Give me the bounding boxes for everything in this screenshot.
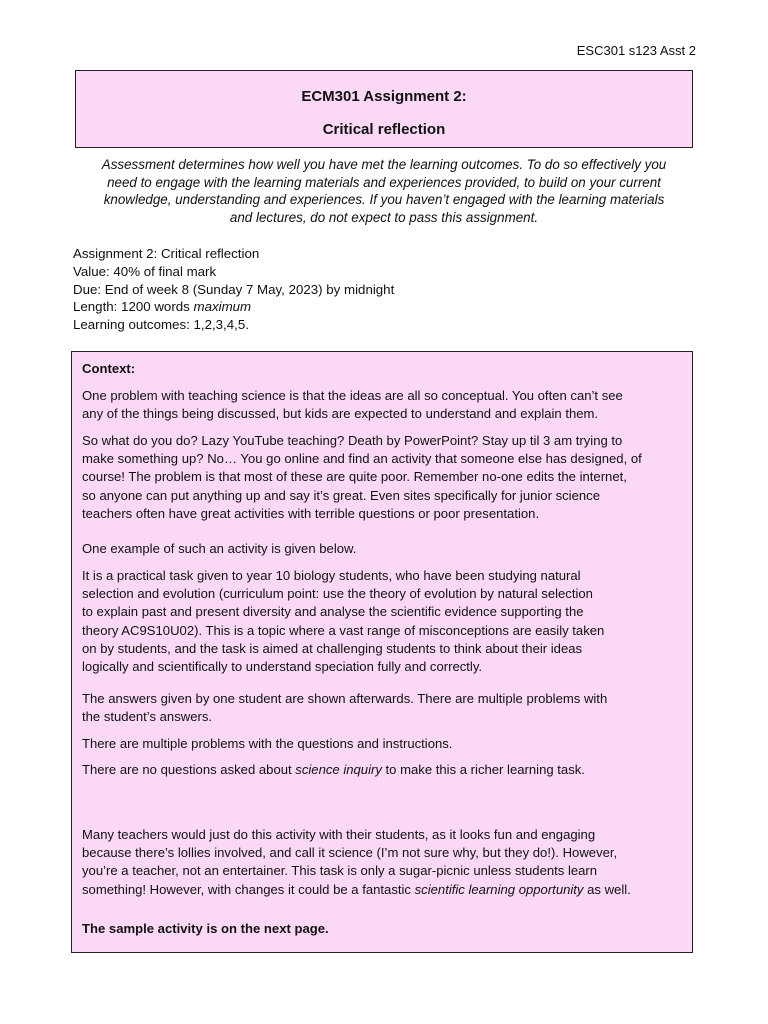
paragraph-line: [82, 881, 631, 899]
detail-outcomes: Learning outcomes: 1,2,3,4,5.: [73, 317, 249, 333]
assessment-intro: [78, 156, 690, 226]
paragraph-line: to explain past and present diversity and analyse the scientific evidence supporting the: [82, 604, 584, 620]
p7-text-end: to make this a richer learning task.: [381, 762, 585, 777]
intro-line: need to engage with the learning materials and experiences provided, to build on your current: [107, 174, 661, 190]
context-box: [71, 351, 693, 953]
intro-line: knowledge, understanding and experiences. If you haven’t engaged with the learning materials: [103, 192, 665, 208]
context-paragraph-6: There are multiple problems with the questions and instructions.: [82, 736, 453, 751]
p8-emphasis: scientific learning opportunity: [414, 881, 584, 897]
intro-line: and lectures, do not expect to pass this assignment.: [229, 209, 539, 225]
paragraph-line: make something up? No… You go online and find an activity that someone else has designed, of: [82, 451, 642, 467]
p7-emphasis: science inquiry: [295, 762, 382, 777]
detail-length: [73, 298, 394, 316]
context-heading: Context:: [82, 361, 136, 376]
paragraph-line: logically and scientifically to understand speciation fully and correctly.: [82, 659, 483, 675]
paragraph-line: One problem with teaching science is that the ideas are all so conceptual. You often can’t see: [82, 388, 623, 403]
context-paragraph-7: [82, 761, 585, 779]
detail-due: Due: End of week 8 (Sunday 7 May, 2023) by midnight: [73, 281, 395, 297]
paragraph-line: It is a practical task given to year 10 biology students, who have been studying natural: [82, 568, 581, 583]
paragraph-line: the student’s answers.: [82, 709, 213, 725]
assignment-title: ECM301 Assignment 2:: [301, 88, 467, 105]
paragraph-line: you’re a teacher, not an entertainer. This task is only a sugar-picnic unless students learn: [82, 863, 598, 879]
p8-text-end: as well.: [583, 881, 631, 897]
paragraph-line: selection and evolution (curriculum point: use the theory of evolution by natural selection: [82, 586, 593, 602]
paragraph-line: theory AC9S10U02). This is a topic where a vast range of misconceptions are easily taken: [82, 622, 605, 638]
paragraph-line: So what do you do? Lazy YouTube teaching? Death by PowerPoint? Stay up til 3 am trying to: [82, 433, 623, 448]
paragraph-line: any of the things being discussed, but kids are expected to understand and explain them.: [82, 406, 599, 422]
detail-value: Value: 40% of final mark: [73, 263, 217, 279]
context-paragraph-5: [82, 690, 607, 726]
p8-text: something! However, with changes it could be a fantastic: [82, 881, 415, 897]
paragraph-line: so anyone can put anything up and say it’s great. Even sites specifically for junior science: [82, 487, 600, 503]
context-paragraph-8: [82, 826, 631, 899]
assignment-subtitle: Critical reflection: [322, 121, 446, 138]
closing-note: The sample activity is on the next page.: [82, 921, 329, 936]
length-text: Length: 1200 words: [73, 299, 194, 315]
paragraph-line: because there’s lollies involved, and call it science (I’m not sure why, but they do!). However,: [82, 845, 618, 861]
context-paragraph-3: One example of such an activity is given below.: [82, 541, 357, 556]
document-code: ESC301 s123 Asst 2: [576, 43, 696, 58]
paragraph-line: The answers given by one student are shown afterwards. There are multiple problems with: [82, 691, 608, 706]
assignment-details: [73, 245, 394, 334]
length-emphasis: maximum: [193, 299, 252, 315]
p7-text: There are no questions asked about: [82, 762, 296, 777]
detail-assignment: Assignment 2: Critical reflection: [73, 246, 260, 261]
paragraph-line: teachers often have great activities with terrible questions or poor presentation.: [82, 505, 540, 521]
context-paragraph-2: [82, 432, 642, 523]
paragraph-line: course! The problem is that most of these are quite poor. Remember no-one edits the internet,: [82, 469, 627, 485]
paragraph-line: on by students, and the task is aimed at challenging students to think about their ideas: [82, 640, 583, 656]
context-paragraph-1: [82, 387, 623, 423]
title-box: [75, 70, 693, 148]
intro-line: Assessment determines how well you have met the learning outcomes. To do so effectively you: [101, 157, 667, 172]
paragraph-line: Many teachers would just do this activity with their students, as it looks fun and engaging: [82, 827, 596, 842]
context-paragraph-4: [82, 567, 604, 676]
